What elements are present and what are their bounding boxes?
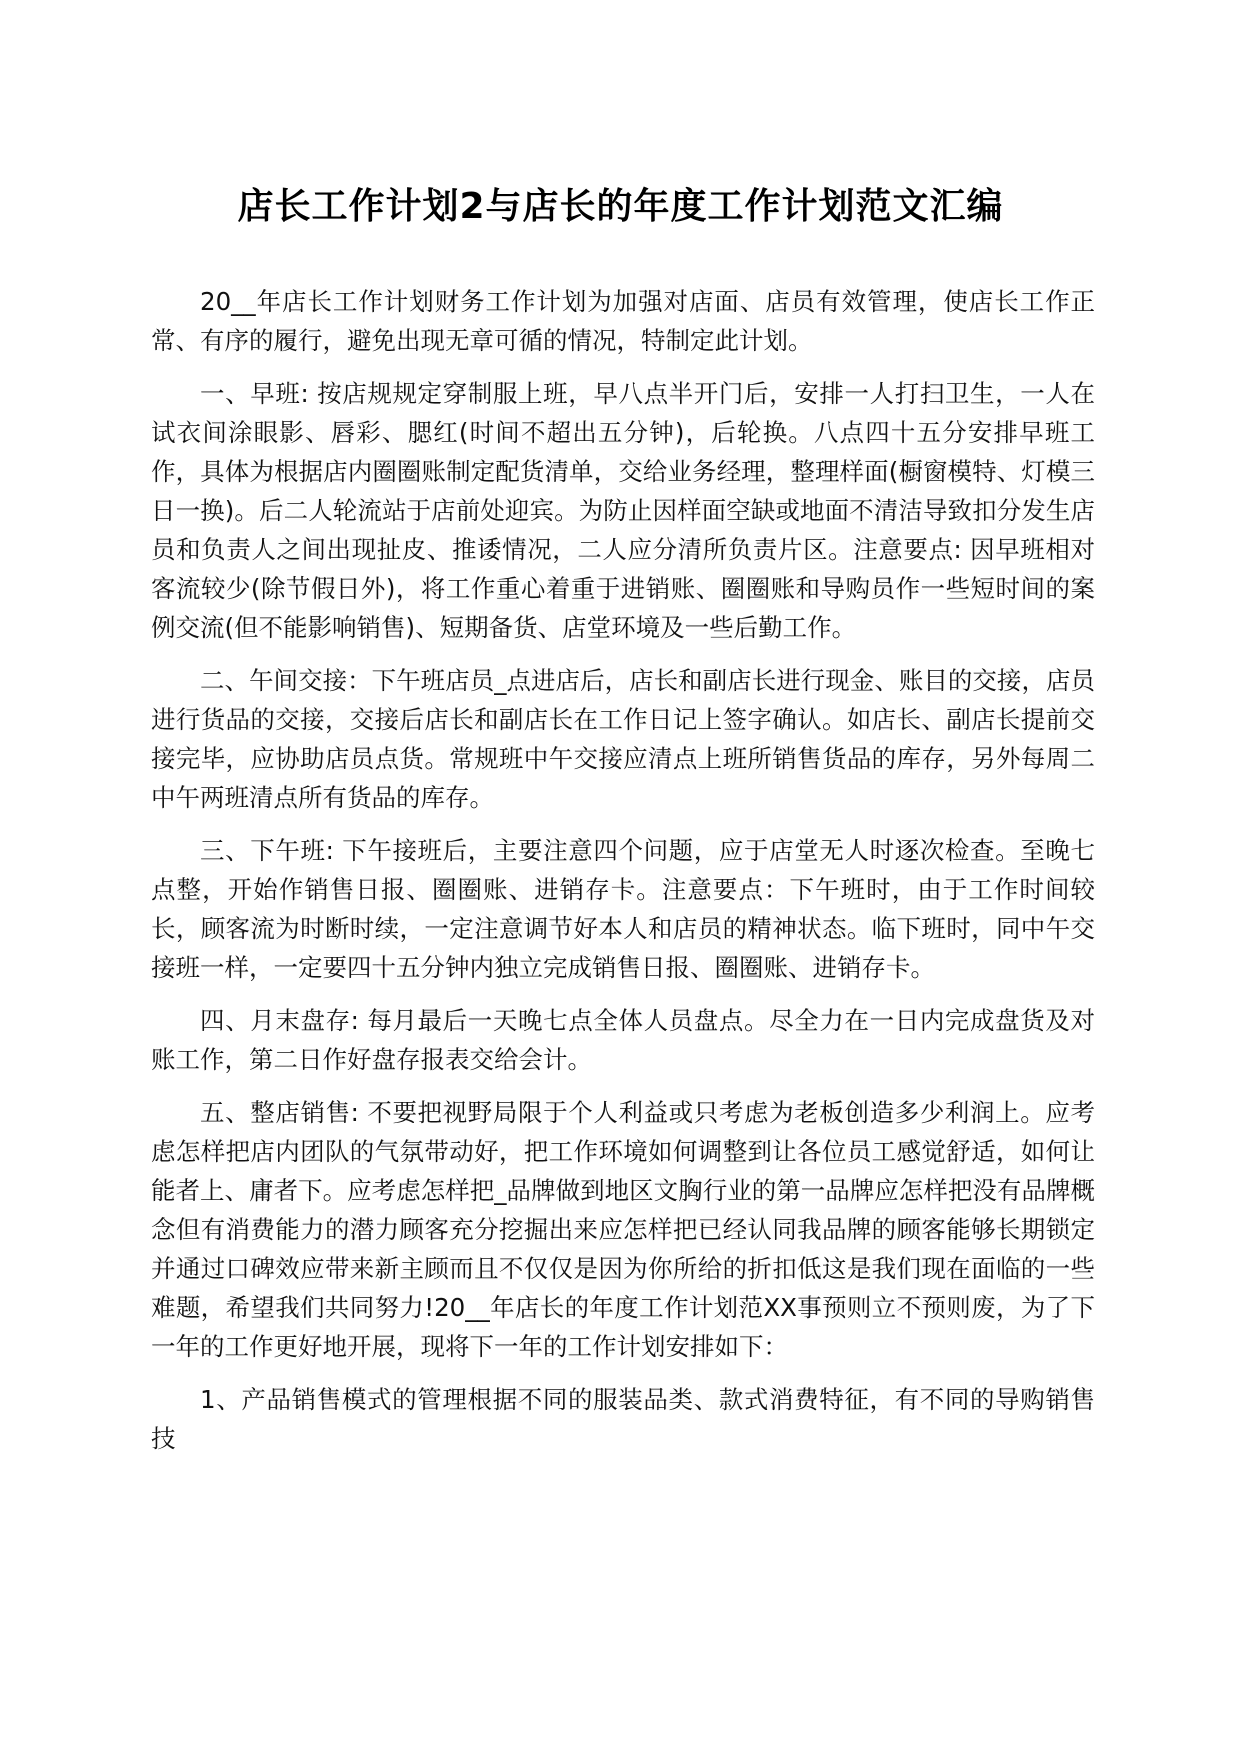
section-morning-shift: 一、早班: 按店规规定穿制服上班，早八点半开门后，安排一人打扫卫生，一人在试衣间涂眼影、唇彩、腮红(时间不超出五分钟)，后轮换。八点四十五分安排早班工作，具体为根据店内圈圈账制定配货清单，交给业务经理，整理样面(橱窗模特、灯模三日一换)。后二人轮流站于店前处迎宾。为防止因样面空缺或地面不清洁导致扣分发生店员和负责人之间出现扯皮、推诿情况，二人应分清所负责片区。注意要点: 因早班相对客流较少(除节假日外)，将工作重心着重于进销账、圈圈账和导购员作一些短时间的案例交流(但不能影响销售)、短期备货、店堂环境及一些后勤工作。 xyxy=(151,378,1095,643)
section-noon-handover: 二、午间交接：下午班店员_点进店后，店长和副店长进行现金、账目的交接，店员进行货品的交接，交接后店长和副店长在工作日记上签字确认。如店长、副店长提前交接完毕，应协助店员点货。常规班中午交接应清点上班所销售货品的库存，另外每周二中午两班清点所有货品的库存。 xyxy=(151,666,1095,813)
item-product-sales-mode: 1、产品销售模式的管理根据不同的服装品类、款式消费特征，有不同的导购销售技 xyxy=(151,1385,1095,1454)
document-title: 店长工作计划2与店长的年度工作计划范文汇编 xyxy=(237,186,1004,228)
intro-paragraph: 20__年店长工作计划财务工作计划为加强对店面、店员有效管理，使店长工作正常、有序的履行，避免出现无章可循的情况，特制定此计划。 xyxy=(151,287,1095,356)
section-month-end-inventory: 四、月末盘存: 每月最后一天晚七点全体人员盘点。尽全力在一日内完成盘货及对账工作，第二日作好盘存报表交给会计。 xyxy=(151,1005,1095,1075)
section-store-sales: 五、整店销售: 不要把视野局限于个人利益或只考虑为老板创造多少利润上。应考虑怎样把店内团队的气氛带动好，把工作环境如何调整到让各位员工感觉舒适，如何让能者上、庸者下。应考虑怎样把_品牌做到地区文胸行业的第一品牌应怎样把没有品牌概念但有消费能力的潜力顾客充分挖掘出来应怎样把已经认同我品牌的顾客能够长期锁定并通过口碑效应带来新主顾而且不仅仅是因为你所给的折扣低这是我们现在面临的一些难题，希望我们共同努力!20__年店长的年度工作计划范XX事预则立不预则废，为了下一年的工作更好地开展，现将下一年的工作计划安排如下： xyxy=(151,1097,1095,1362)
section-afternoon-shift: 三、下午班: 下午接班后，主要注意四个问题，应于店堂无人时逐次检查。至晚七点整，开始作销售日报、圈圈账、进销存卡。注意要点：下午班时，由于工作时间较长，顾客流为时断时续，一定注意调节好本人和店员的精神状态。临下班时，同中午交接班一样，一定要四十五分钟内独立完成销售日报、圈圈账、进销存卡。 xyxy=(151,836,1095,983)
document-body xyxy=(151,282,1095,1458)
